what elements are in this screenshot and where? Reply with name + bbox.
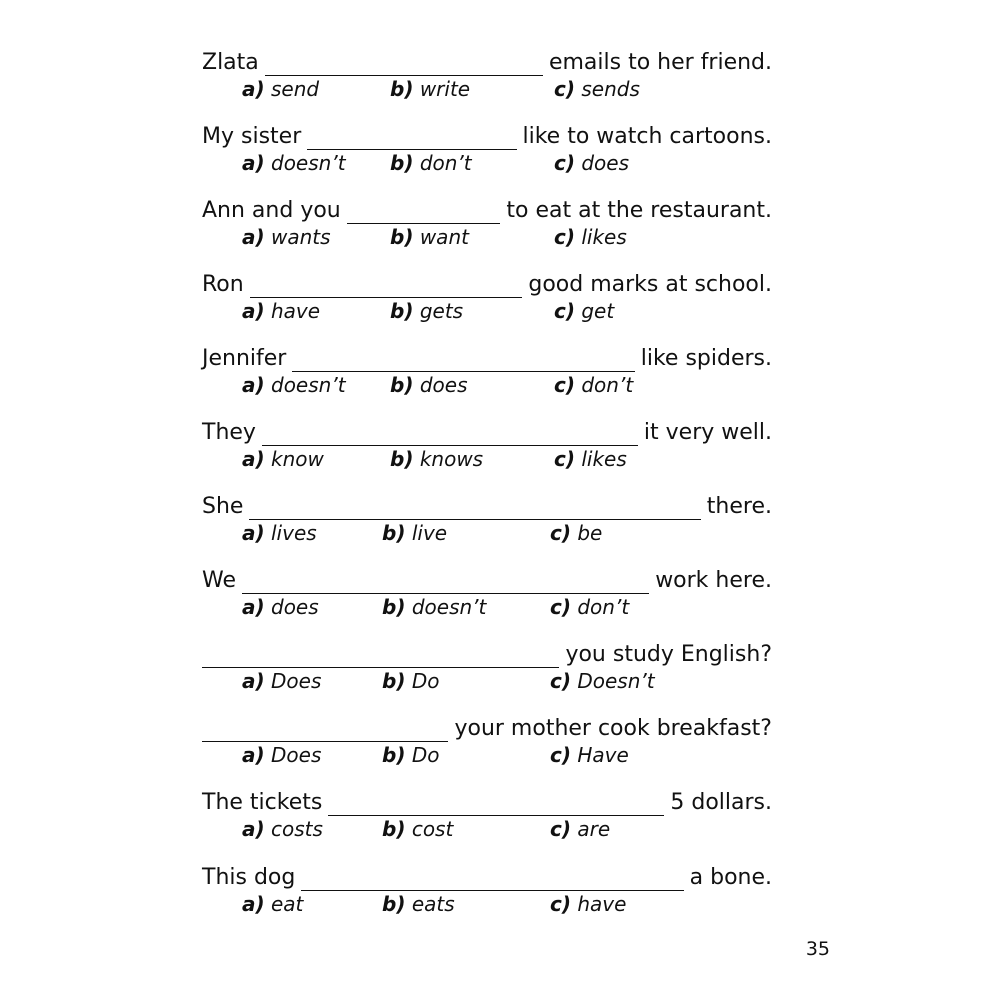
answer-options bbox=[202, 520, 772, 548]
answer-blank[interactable] bbox=[301, 868, 683, 891]
sentence-start: Zlata bbox=[202, 50, 259, 75]
answer-options bbox=[202, 224, 772, 252]
sentence bbox=[202, 46, 772, 76]
option-a[interactable]: a) know bbox=[242, 447, 324, 471]
option-a[interactable]: a) doesn’t bbox=[242, 151, 346, 175]
question-4 bbox=[202, 268, 772, 328]
option-b[interactable]: b) knows bbox=[390, 447, 484, 471]
answer-blank[interactable] bbox=[242, 571, 649, 594]
sentence-start: Ann and you bbox=[202, 198, 341, 223]
question-8 bbox=[202, 564, 772, 624]
option-a[interactable]: a) costs bbox=[242, 817, 323, 841]
sentence-end: your mother cook breakfast? bbox=[454, 716, 772, 741]
sentence-end: it very well. bbox=[643, 420, 772, 445]
sentence bbox=[202, 194, 772, 224]
sentence-start: My sister bbox=[202, 124, 302, 149]
answer-options bbox=[202, 594, 772, 622]
option-a[interactable]: a) doesn’t bbox=[242, 373, 346, 397]
sentence bbox=[202, 416, 772, 446]
sentence bbox=[202, 564, 772, 594]
sentence bbox=[202, 712, 772, 742]
answer-options bbox=[202, 742, 772, 770]
option-a[interactable]: a) does bbox=[242, 595, 319, 619]
question-9 bbox=[202, 638, 772, 698]
question-2 bbox=[202, 120, 772, 180]
option-b[interactable]: b) eats bbox=[382, 892, 455, 916]
answer-options bbox=[202, 668, 772, 696]
sentence-end: good marks at school. bbox=[528, 272, 772, 297]
answer-blank[interactable] bbox=[307, 127, 516, 150]
answer-blank[interactable] bbox=[262, 423, 638, 446]
sentence bbox=[202, 268, 772, 298]
answer-options bbox=[202, 298, 772, 326]
option-b[interactable]: b) want bbox=[390, 225, 469, 249]
sentence bbox=[202, 786, 772, 816]
option-b[interactable]: b) live bbox=[382, 521, 448, 545]
option-a[interactable]: a) Does bbox=[242, 743, 322, 767]
sentence-start: They bbox=[202, 420, 256, 445]
sentence-end: you study English? bbox=[565, 642, 772, 667]
option-a[interactable]: a) lives bbox=[242, 521, 317, 545]
sentence bbox=[202, 342, 772, 372]
answer-blank[interactable] bbox=[292, 349, 634, 372]
option-c[interactable]: c) Have bbox=[550, 743, 629, 767]
sentence-end: like spiders. bbox=[640, 346, 772, 371]
option-c[interactable]: c) Doesn’t bbox=[550, 669, 655, 693]
answer-options bbox=[202, 446, 772, 474]
sentence bbox=[202, 120, 772, 150]
question-7 bbox=[202, 490, 772, 550]
answer-blank[interactable] bbox=[250, 275, 523, 298]
option-c[interactable]: c) likes bbox=[554, 447, 627, 471]
option-a[interactable]: a) wants bbox=[242, 225, 331, 249]
sentence bbox=[202, 638, 772, 668]
sentence-end: to eat at the restaurant. bbox=[506, 198, 772, 223]
option-a[interactable]: a) Does bbox=[242, 669, 322, 693]
question-11 bbox=[202, 786, 772, 846]
option-b[interactable]: b) Do bbox=[382, 669, 440, 693]
answer-options bbox=[202, 891, 772, 919]
option-a[interactable]: a) send bbox=[242, 77, 320, 101]
question-10 bbox=[202, 712, 772, 772]
option-b[interactable]: b) cost bbox=[382, 817, 454, 841]
option-c[interactable]: c) be bbox=[550, 521, 603, 545]
answer-options bbox=[202, 816, 772, 844]
answer-blank[interactable] bbox=[249, 497, 700, 520]
sentence-start: We bbox=[202, 568, 236, 593]
sentence-end: emails to her friend. bbox=[548, 50, 772, 75]
option-c[interactable]: c) are bbox=[550, 817, 611, 841]
sentence bbox=[202, 861, 772, 891]
sentence-start: This dog bbox=[202, 865, 296, 890]
answer-options bbox=[202, 372, 772, 400]
sentence bbox=[202, 490, 772, 520]
question-1 bbox=[202, 46, 772, 106]
option-b[interactable]: b) gets bbox=[390, 299, 464, 323]
question-6 bbox=[202, 416, 772, 476]
option-b[interactable]: b) don’t bbox=[390, 151, 472, 175]
answer-blank[interactable] bbox=[202, 645, 559, 668]
option-c[interactable]: c) does bbox=[554, 151, 630, 175]
answer-blank[interactable] bbox=[265, 53, 543, 76]
option-c[interactable]: c) don’t bbox=[550, 595, 630, 619]
sentence-end: there. bbox=[706, 494, 772, 519]
sentence-start: The tickets bbox=[202, 790, 323, 815]
answer-blank[interactable] bbox=[347, 201, 501, 224]
answer-blank[interactable] bbox=[202, 719, 448, 742]
option-c[interactable]: c) don’t bbox=[554, 373, 634, 397]
option-c[interactable]: c) have bbox=[550, 892, 627, 916]
page-number: 35 bbox=[805, 938, 830, 960]
sentence-end: 5 dollars. bbox=[670, 790, 772, 815]
option-c[interactable]: c) get bbox=[554, 299, 615, 323]
question-3 bbox=[202, 194, 772, 254]
sentence-end: like to watch cartoons. bbox=[522, 124, 772, 149]
option-b[interactable]: b) does bbox=[390, 373, 468, 397]
question-12 bbox=[202, 861, 772, 921]
option-a[interactable]: a) eat bbox=[242, 892, 304, 916]
option-b[interactable]: b) write bbox=[390, 77, 471, 101]
sentence-start: Jennifer bbox=[202, 346, 287, 371]
option-a[interactable]: a) have bbox=[242, 299, 321, 323]
option-c[interactable]: c) likes bbox=[554, 225, 627, 249]
option-b[interactable]: b) doesn’t bbox=[382, 595, 487, 619]
sentence-start: She bbox=[202, 494, 244, 519]
sentence-end: a bone. bbox=[689, 865, 772, 890]
answer-options bbox=[202, 150, 772, 178]
sentence-start: Ron bbox=[202, 272, 244, 297]
sentence-end: work here. bbox=[655, 568, 772, 593]
option-b[interactable]: b) Do bbox=[382, 743, 440, 767]
option-c[interactable]: c) sends bbox=[554, 77, 640, 101]
question-5 bbox=[202, 342, 772, 402]
answer-options bbox=[202, 76, 772, 104]
answer-blank[interactable] bbox=[328, 793, 664, 816]
